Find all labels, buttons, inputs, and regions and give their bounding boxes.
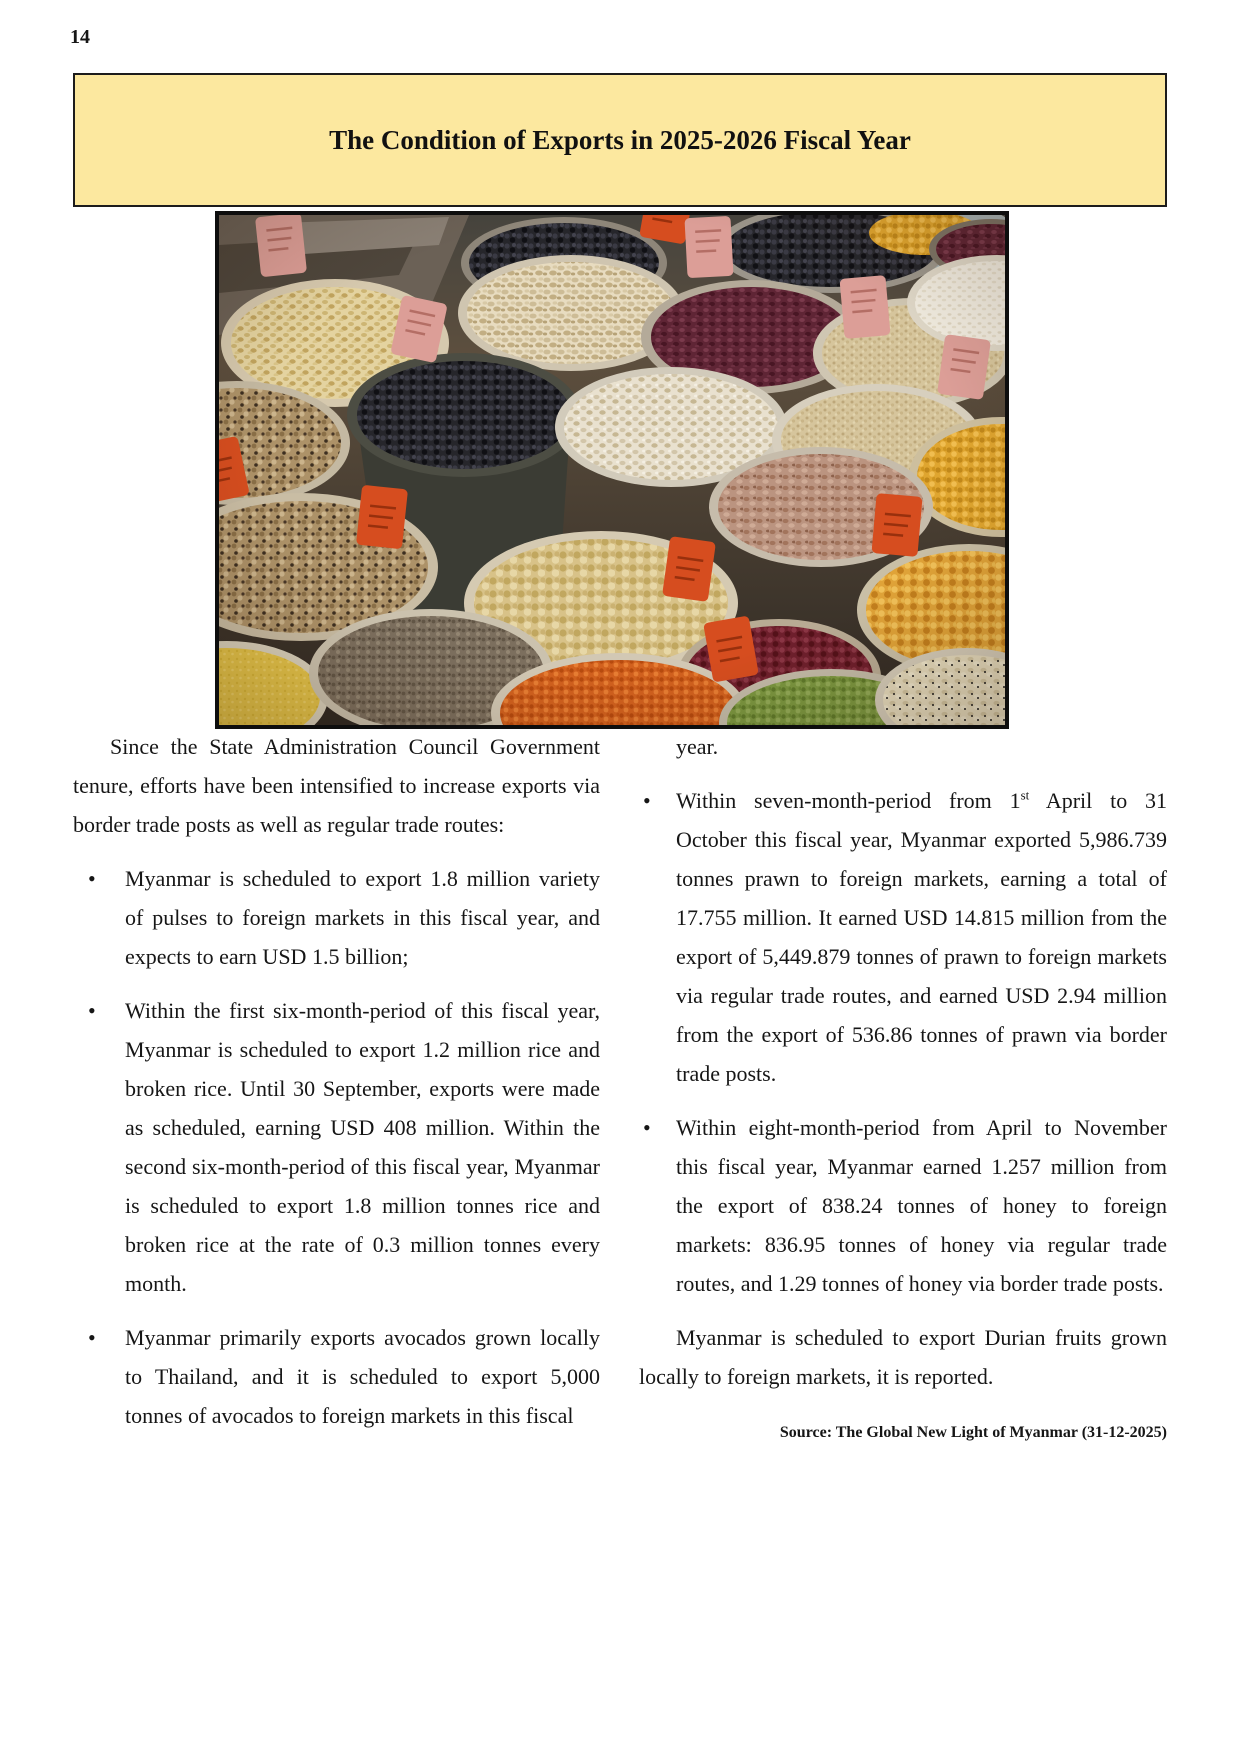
title-banner xyxy=(73,73,1167,207)
market-pulses-illustration xyxy=(219,215,1005,725)
bullet-marker: • xyxy=(88,866,96,891)
closing-paragraph: Myanmar is scheduled to export Durian fruits grown locally to foreign markets, it is reported. xyxy=(639,1325,1167,1389)
bullet-marker: • xyxy=(643,1115,651,1140)
bullet-rice xyxy=(73,991,600,1303)
bullet-prawn xyxy=(639,781,1167,1093)
bullet-avocado-continuation: year. xyxy=(676,734,719,759)
intro-paragraph: Since the State Administration Council Government tenure, efforts have been intensified to increase exports via border trade posts as well as regular trade routes: xyxy=(73,734,600,837)
bullet-avocado xyxy=(73,1318,600,1435)
article-title: The Condition of Exports in 2025-2026 Fiscal Year xyxy=(329,124,911,155)
bullet-marker: • xyxy=(88,998,96,1023)
bullet-marker: • xyxy=(643,788,651,813)
bullet-text-part: April to 31 October this fiscal year, Myanmar exported 5,986.739 tonnes prawn to foreign markets, earning a total of 17.755 million. It earned USD 14.815 million from the export of 5,449.879 tonnes of prawn to foreign markets via regular trade routes, and earned USD 2.94 million from the export of 536.86 tonnes of prawn via border trade posts. xyxy=(676,788,1168,1086)
bullet-text: Myanmar is scheduled to export 1.8 million variety of pulses to foreign markets in this fiscal year, and expects to earn USD 1.5 billion; xyxy=(125,866,600,969)
bullet-marker: • xyxy=(88,1325,96,1350)
source-attribution: Source: The Global New Light of Myanmar (31-12-2025) xyxy=(779,1424,1167,1441)
left-column xyxy=(73,727,600,1459)
bullet-honey xyxy=(639,1108,1167,1303)
market-pulses-photo xyxy=(215,211,1009,729)
ordinal-superscript: st xyxy=(1020,787,1030,803)
page-number: 14 xyxy=(70,26,90,48)
bullet-text: Within eight-month-period from April to November this fiscal year, Myanmar earned 1.257 million from the export of 838.24 tonnes of honey to foreign markets: 836.95 tonnes of honey via regular trade routes, and 1.29 tonnes of honey via border trade posts. xyxy=(676,1115,1167,1296)
bullet-text-part: Within seven-month-period from 1 xyxy=(676,788,1021,813)
right-column xyxy=(639,727,1167,1459)
bullet-text: Myanmar primarily exports avocados grown locally to Thailand, and it is scheduled to export 5,000 tonnes of avocados to foreign markets in this fiscal xyxy=(125,1325,600,1428)
bullet-pulses xyxy=(73,859,600,976)
bullet-text: Within the first six-month-period of this fiscal year, Myanmar is scheduled to export 1.2 million rice and broken rice. Until 30 September, exports were made as scheduled, earning USD 408 million. Within the second six-month-period of this fiscal year, Myanmar is scheduled to export 1.8 million tonnes rice and broken rice at the rate of 0.3 million tonnes every month. xyxy=(125,998,600,1296)
article-body xyxy=(73,727,1167,1459)
